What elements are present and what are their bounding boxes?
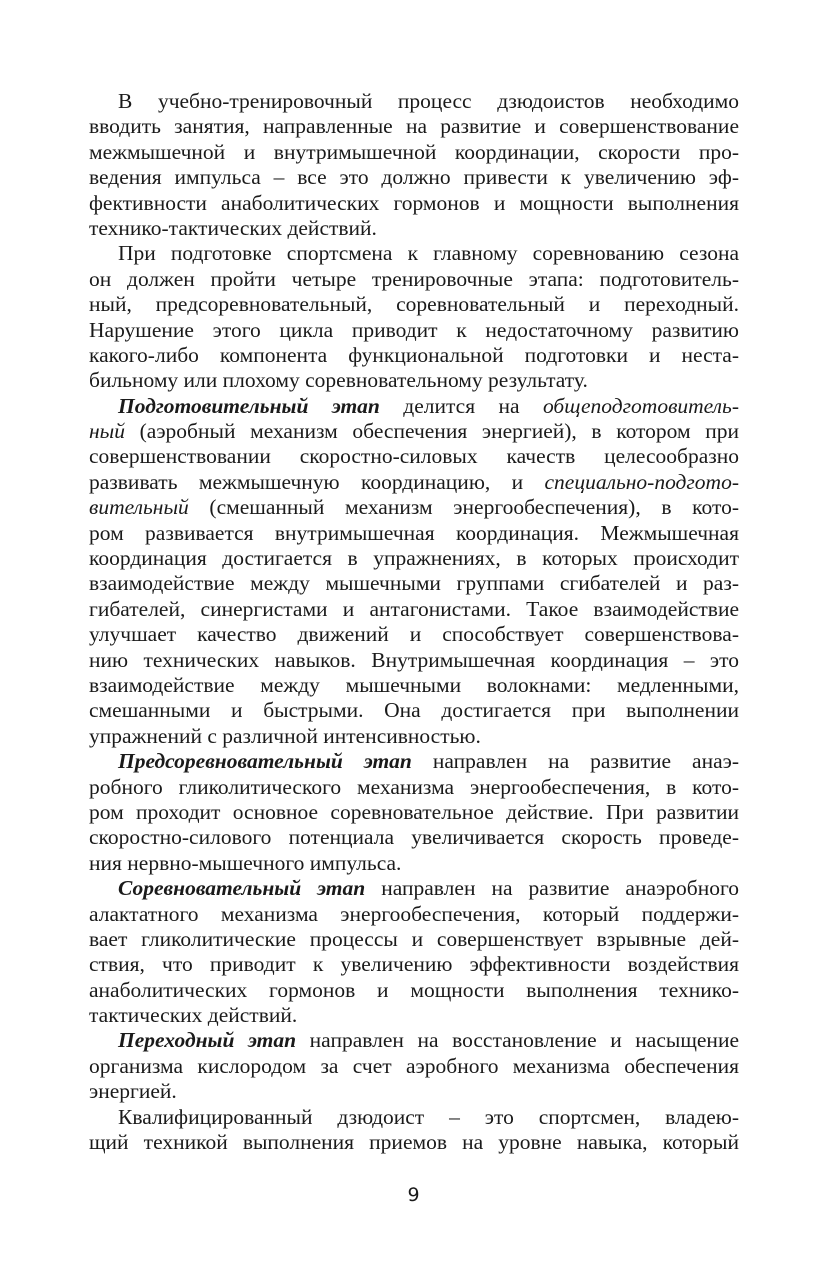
text-run: фективности анаболитических гормонов и мощности выполнения	[89, 190, 739, 215]
text-run: энергией.	[89, 1079, 177, 1104]
italic-term: специально-подгото-	[544, 469, 739, 494]
text-run: бильному или плохому соревновательному результату.	[89, 368, 588, 393]
text-run: он должен пройти четыре тренировочные этапа: подготовитель-	[89, 266, 739, 291]
text-run: межмышечной и внутримышечной координации, скорости про-	[89, 139, 739, 164]
text-run: направлен на восстановление и насыщение	[296, 1028, 739, 1053]
text-run: ный, предсоревновательный, соревновательный и переходный.	[89, 292, 739, 317]
text-line	[89, 851, 739, 876]
text-run: ром развивается внутримышечная координация. Межмышечная	[89, 520, 739, 545]
text-line	[89, 902, 739, 927]
text-line	[89, 1028, 739, 1053]
text-line	[89, 140, 739, 165]
text-run: ведения импульса – все это должно привести к увеличению эф-	[89, 165, 739, 190]
text-run: направлен на развитие анаэробного	[365, 876, 739, 901]
text-line	[89, 800, 739, 825]
stage-heading: Предсоревновательный этап	[118, 749, 412, 774]
text-run: ствия, что приводит к увеличению эффективности воздействия	[89, 952, 739, 977]
text-line	[89, 648, 739, 673]
text-run: вает гликолитические процессы и совершенствует взрывные дей-	[89, 926, 739, 951]
paragraph	[89, 89, 739, 241]
text-line	[89, 673, 739, 698]
page-number: 9	[407, 1184, 420, 1206]
stage-heading: Подготовительный этап	[118, 393, 380, 418]
stage-heading: Соревновательный этап	[118, 876, 366, 901]
text-line	[89, 521, 739, 546]
stage-heading: Переходный этап	[118, 1028, 297, 1053]
text-run: нию технических навыков. Внутримышечная координация – это	[89, 647, 739, 672]
text-run: алактатного механизма энергообеспечения, который поддержи-	[89, 901, 739, 926]
text-line	[89, 1130, 739, 1155]
text-run: направлен на развитие анаэ-	[411, 749, 740, 774]
text-line	[89, 876, 739, 901]
text-line	[89, 952, 739, 977]
text-line	[89, 368, 739, 393]
text-line	[89, 216, 739, 241]
text-line	[89, 191, 739, 216]
text-line	[89, 698, 739, 723]
text-line	[89, 927, 739, 952]
italic-term: ный	[89, 419, 125, 444]
text-line	[89, 622, 739, 647]
paragraph	[89, 749, 739, 876]
page-body	[89, 89, 739, 1155]
text-run: какого-либо компонента функциональной подготовки и неста-	[89, 342, 739, 367]
text-line	[89, 825, 739, 850]
text-line	[89, 1079, 739, 1104]
text-line	[89, 724, 739, 749]
text-run: робного гликолитического механизма энергообеспечения, в кото-	[89, 774, 739, 799]
text-run: ром проходит основное соревновательное действие. При развитии	[89, 799, 739, 824]
text-run: ния нервно-мышечного импульса.	[89, 850, 402, 875]
italic-term: вительный	[89, 495, 189, 520]
text-line	[89, 1054, 739, 1079]
text-run: гибателей, синергистами и антагонистами. Такое взаимодействие	[89, 596, 739, 621]
text-line	[89, 241, 739, 266]
text-line	[89, 394, 739, 419]
text-run: Нарушение этого цикла приводит к недостаточному развитию	[89, 317, 739, 342]
text-run: взаимодействие между мышечными группами сгибателей и раз-	[89, 571, 739, 596]
text-line	[89, 165, 739, 190]
text-run: упражнений с различной интенсивностью.	[89, 723, 481, 748]
paragraph	[89, 876, 739, 1028]
text-run: смешанными и быстрыми. Она достигается при выполнении	[89, 698, 739, 723]
text-line	[89, 978, 739, 1003]
text-line	[89, 444, 739, 469]
text-line	[89, 775, 739, 800]
text-run: При подготовке спортсмена к главному соревнованию сезона	[118, 241, 739, 266]
text-run: развивать межмышечную координацию, и	[89, 469, 545, 494]
text-run: вводить занятия, направленные на развитие и совершенствование	[89, 114, 739, 139]
italic-term: общеподготовитель-	[542, 393, 739, 418]
text-run: совершенствовании скоростно-силовых качеств целесообразно	[89, 444, 739, 469]
text-run: анаболитических гормонов и мощности выполнения технико-	[89, 977, 739, 1002]
text-line	[89, 267, 739, 292]
text-run: делится на	[379, 393, 543, 418]
text-line	[89, 419, 739, 444]
text-run: технико-тактических действий.	[89, 215, 377, 240]
text-line	[89, 597, 739, 622]
text-run: В учебно-тренировочный процесс дзюдоистов необходимо	[118, 89, 739, 113]
text-run: улучшает качество движений и способствует совершенствова-	[89, 622, 739, 647]
text-line	[89, 470, 739, 495]
paragraph	[89, 1105, 739, 1156]
text-line	[89, 114, 739, 139]
text-run: тактических действий.	[89, 1003, 298, 1028]
text-run: (аэробный механизм обеспечения энергией), в котором при	[124, 419, 739, 444]
text-line	[89, 1003, 739, 1028]
text-line	[89, 343, 739, 368]
paragraph	[89, 394, 739, 749]
text-run: взаимодействие между мышечными волокнами: медленными,	[89, 672, 739, 697]
text-run: Квалифицированный дзюдоист – это спортсмен, владею-	[118, 1104, 739, 1129]
text-line	[89, 292, 739, 317]
text-line	[89, 318, 739, 343]
text-line	[89, 571, 739, 596]
text-line	[89, 89, 739, 114]
text-line	[89, 1105, 739, 1130]
paragraph	[89, 1028, 739, 1104]
text-run: организма кислородом за счет аэробного механизма обеспечения	[89, 1053, 739, 1078]
text-line	[89, 546, 739, 571]
text-run: координация достигается в упражнениях, в которых происходит	[89, 546, 739, 571]
text-line	[89, 749, 739, 774]
text-line	[89, 495, 739, 520]
paragraph	[89, 241, 739, 393]
text-run: щий техникой выполнения приемов на уровне навыка, который	[89, 1130, 739, 1155]
text-run: скоростно-силового потенциала увеличивается скорость проведе-	[89, 825, 739, 850]
text-run: (смешанный механизм энергообеспечения), в кото-	[188, 495, 739, 520]
